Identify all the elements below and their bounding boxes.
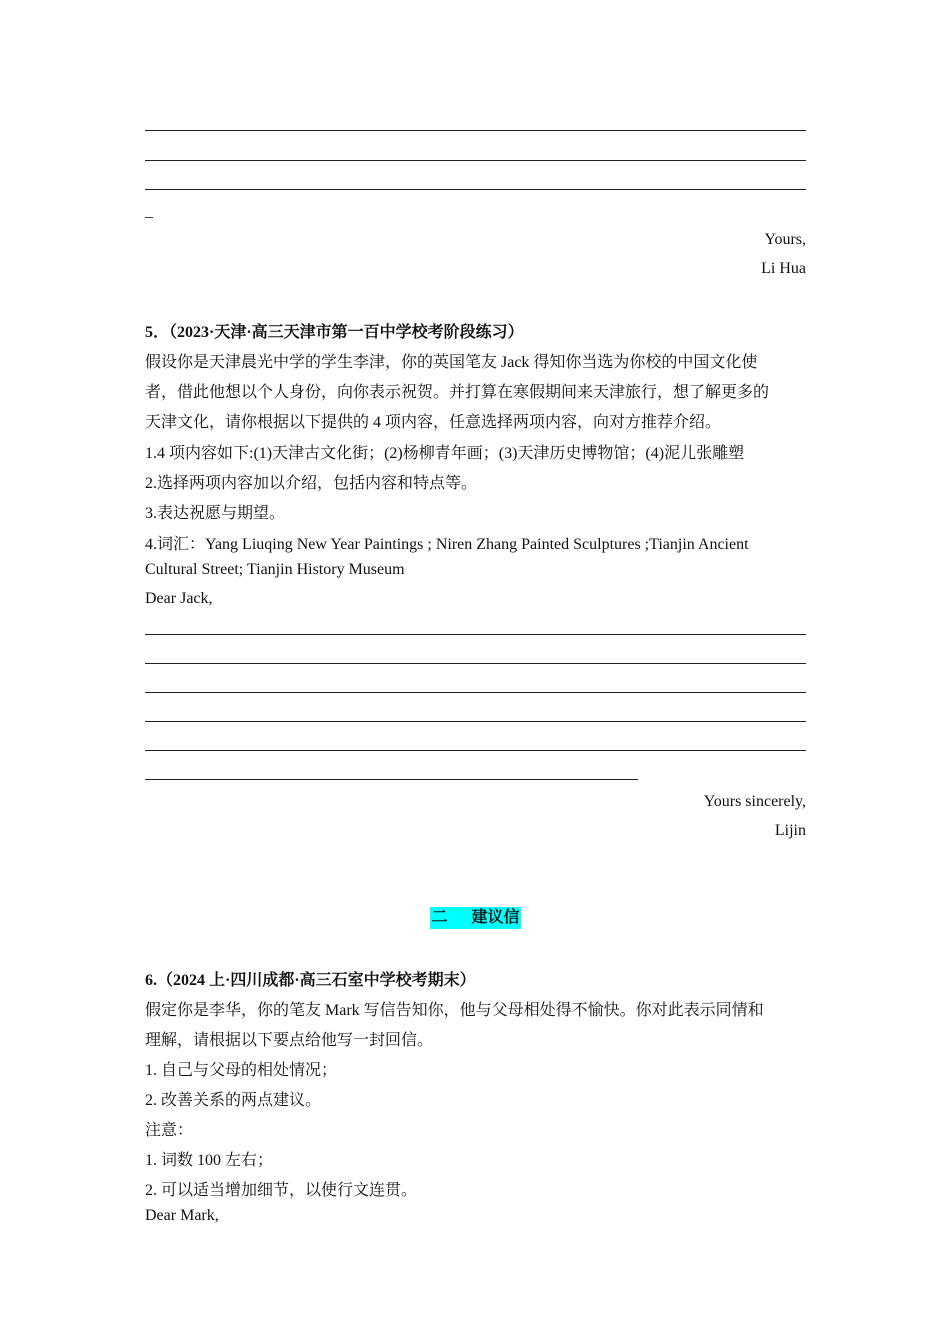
q4-closing: Yours, bbox=[764, 231, 806, 248]
answer-line bbox=[145, 663, 806, 664]
section-heading-wrap bbox=[145, 907, 806, 929]
q6-title: 6.（2024 上·四川成都·高三石室中学校考期末） bbox=[145, 972, 476, 989]
answer-line bbox=[145, 779, 638, 780]
q5-salutation: Dear Jack, bbox=[145, 590, 213, 607]
answer-line bbox=[145, 634, 806, 635]
section-number: 二 bbox=[431, 909, 448, 926]
section-heading bbox=[430, 907, 520, 929]
q5-item: 2.选择两项内容加以介绍，包括内容和特点等。 bbox=[145, 475, 478, 492]
q6-item: 2. 改善关系的两点建议。 bbox=[145, 1092, 322, 1109]
answer-line bbox=[145, 189, 806, 190]
q5-item: 3.表达祝愿与期望。 bbox=[145, 505, 286, 522]
answer-line bbox=[145, 160, 806, 161]
q6-prompt-line: 理解，请根据以下要点给他写一封回信。 bbox=[145, 1032, 434, 1049]
answer-line bbox=[145, 692, 806, 693]
q5-signature: Lijin bbox=[774, 822, 806, 839]
answer-line bbox=[145, 130, 806, 131]
q5-item: 1.4 项内容如下:(1)天津古文化街；(2)杨柳青年画；(3)天津历史博物馆；(4)泥儿张雕塑 bbox=[145, 445, 745, 462]
q5-prompt-line: 天津文化，请你根据以下提供的 4 项内容，任意选择两项内容，向对方推荐介绍。 bbox=[145, 414, 722, 431]
trailing-dash: _ bbox=[145, 203, 153, 220]
answer-line bbox=[145, 750, 806, 751]
q5-item: Cultural Street; Tianjin History Museum bbox=[145, 561, 405, 578]
q5-closing: Yours sincerely, bbox=[703, 793, 806, 810]
q5-item: 4.词汇：Yang Liuqing New Year Paintings ; Niren Zhang Painted Sculptures ;Tianjin Ancient bbox=[145, 536, 749, 553]
q6-note-label: 注意： bbox=[145, 1122, 194, 1139]
q5-prompt-line: 者，借此他想以个人身份，向你表示祝贺。并打算在寒假期间来天津旅行，想了解更多的 bbox=[145, 384, 770, 401]
q6-salutation: Dear Mark, bbox=[145, 1207, 219, 1224]
q4-signature: Li Hua bbox=[761, 260, 806, 277]
q6-item: 1. 自己与父母的相处情况； bbox=[145, 1062, 338, 1079]
q6-note: 1. 词数 100 左右； bbox=[145, 1152, 274, 1169]
q6-note: 2. 可以适当增加细节，以使行文连贯。 bbox=[145, 1182, 418, 1199]
q6-prompt-line: 假定你是李华，你的笔友 Mark 写信告知你，他与父母相处得不愉快。你对此表示同情和 bbox=[145, 1002, 764, 1019]
q5-title: 5．（2023·天津·高三天津市第一百中学校考阶段练习） bbox=[145, 324, 524, 341]
q5-prompt-line: 假设你是天津晨光中学的学生李津，你的英国笔友 Jack 得知你当选为你校的中国文化使 bbox=[145, 354, 758, 371]
document-page bbox=[145, 0, 806, 1344]
section-title: 建议信 bbox=[471, 909, 520, 926]
answer-line bbox=[145, 721, 806, 722]
